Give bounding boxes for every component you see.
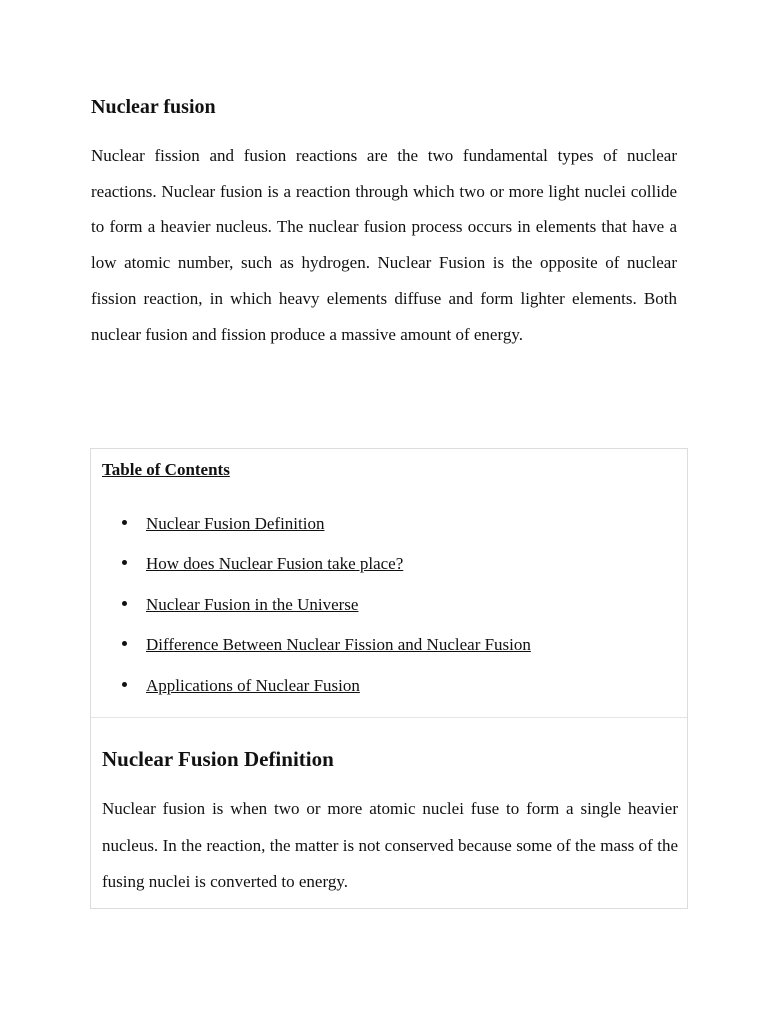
bullet-icon: [122, 682, 127, 687]
intro-paragraph: Nuclear fission and fusion reactions are the two fundamental types of nuclear reactions. Nuclear fusion is a reaction through which two or more light nuclei collide to form a heavier nucleus. The nuclear fusion process occurs in elements that have a low atomic number, such as hydrogen. Nuclear Fusion is the opposite of nuclear fission reaction, in which heavy elements diffuse and form lighter elements. Both nuclear fusion and fission produce a massive amount of energy.: [91, 146, 677, 344]
toc-link-nuclear-fusion-definition[interactable]: Nuclear Fusion Definition: [146, 514, 325, 533]
page-title: Nuclear fusion: [91, 96, 216, 118]
content-panel: [90, 448, 688, 909]
bullet-icon: [122, 520, 127, 525]
section-body: Nuclear fusion is when two or more atomic nuclei fuse to form a single heavier nucleus. In the reaction, the matter is not conserved because some of the mass of the fusing nuclei is converted to energy.: [102, 799, 678, 891]
toc-heading: Table of Contents: [102, 460, 230, 479]
toc-link-how-fusion-takes-place[interactable]: How does Nuclear Fusion take place?: [146, 554, 404, 574]
toc-link-fission-vs-fusion[interactable]: Difference Between Nuclear Fission and Nuclear Fusion: [146, 635, 531, 655]
toc-link-fusion-in-universe[interactable]: Nuclear Fusion in the Universe: [146, 594, 359, 614]
table-of-contents: [91, 449, 687, 718]
toc-link-applications[interactable]: Applications of Nuclear Fusion: [146, 675, 360, 695]
bullet-icon: [122, 560, 127, 565]
bullet-icon: [122, 601, 127, 606]
section-heading: Nuclear Fusion Definition: [102, 747, 334, 771]
bullet-icon: [122, 641, 127, 646]
